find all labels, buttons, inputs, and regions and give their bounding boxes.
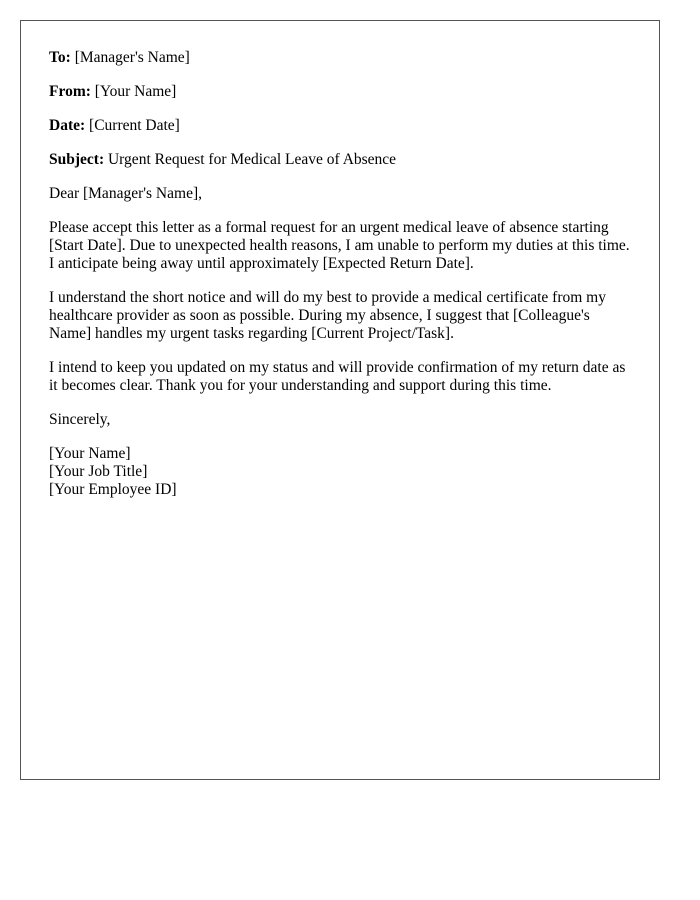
signature-block xyxy=(49,445,631,499)
from-field xyxy=(49,83,631,101)
body-paragraph-3: I intend to keep you updated on my status and will provide confirmation of my return date as it becomes clear. Thank you for your understanding and support during this time. xyxy=(49,359,626,394)
subject-value: Urgent Request for Medical Leave of Absence xyxy=(107,151,397,168)
subject-field xyxy=(49,151,631,169)
to-value: [Manager's Name] xyxy=(74,49,190,66)
to-label: To: xyxy=(49,49,71,66)
salutation: Dear [Manager's Name], xyxy=(49,185,202,202)
body-paragraph-1: Please accept this letter as a formal request for an urgent medical leave of absence starting [Start Date]. Due to unexpected health reasons, I am unable to perform my duties at this time. I anticipate being away until approximately [Expected Return Date]. xyxy=(49,219,630,272)
to-field xyxy=(49,49,631,67)
body-paragraph-2: I understand the short notice and will do my best to provide a medical certificate from my healthcare provider as soon as possible. During my absence, I suggest that [Colleague's Name] handles my urgent tasks regarding [Current Project/Task]. xyxy=(49,289,606,342)
subject-label: Subject: xyxy=(49,151,105,168)
signature-employee-id: [Your Employee ID] xyxy=(49,481,177,498)
date-label: Date: xyxy=(49,117,86,134)
date-value: [Current Date] xyxy=(89,117,180,134)
signature-name: [Your Name] xyxy=(49,445,131,462)
letter-page xyxy=(20,20,660,780)
from-label: From: xyxy=(49,83,91,100)
from-value: [Your Name] xyxy=(94,83,177,100)
closing: Sincerely, xyxy=(49,411,111,428)
date-field xyxy=(49,117,631,135)
signature-job-title: [Your Job Title] xyxy=(49,463,148,480)
